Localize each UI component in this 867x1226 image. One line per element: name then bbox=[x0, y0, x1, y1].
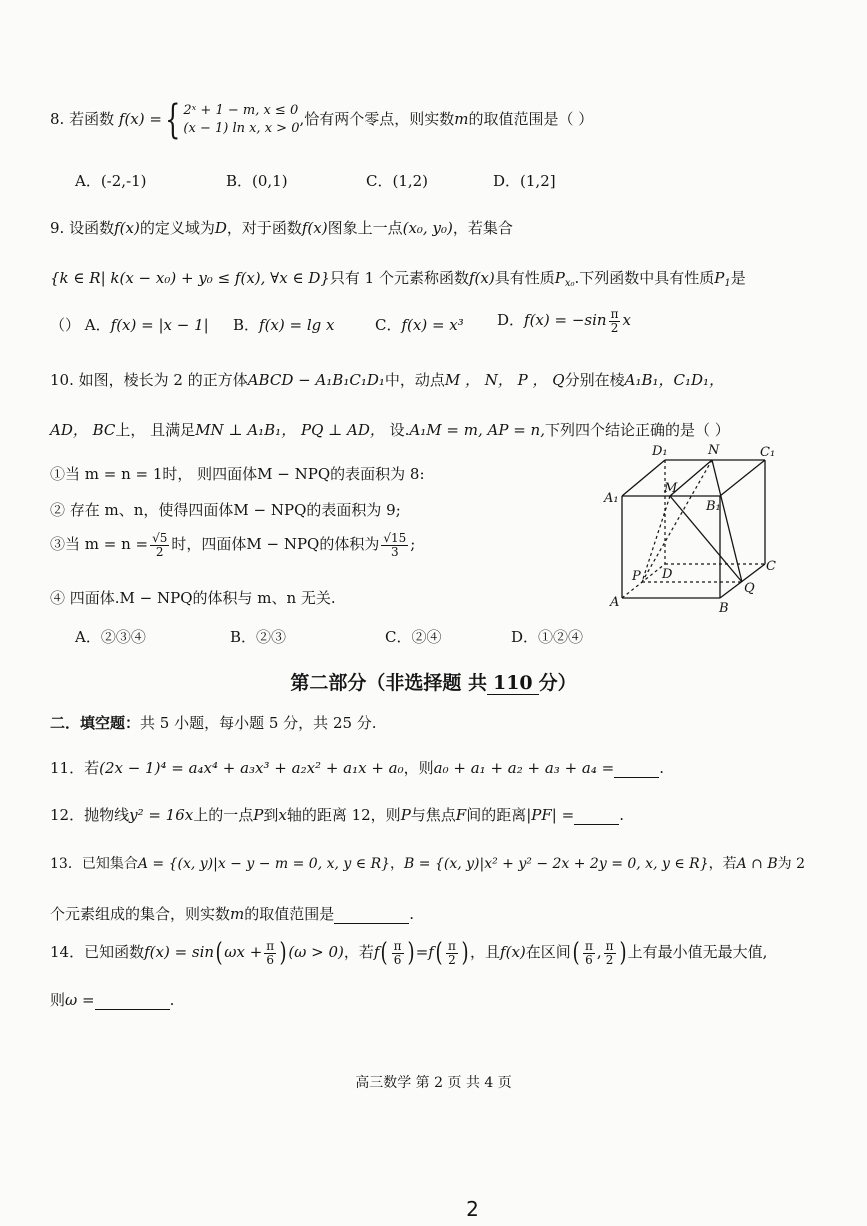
q12-text-a: 12．抛物线 bbox=[50, 806, 130, 824]
q10-s3-vol-frac bbox=[381, 532, 408, 558]
q14-paren-close: ) bbox=[279, 938, 287, 969]
q9-fx: f(x) bbox=[114, 219, 140, 237]
q9-option-c-label: C． bbox=[375, 316, 402, 334]
q10-edges-2: AD， BC bbox=[50, 421, 116, 439]
q14-text-f: 则 bbox=[50, 991, 66, 1009]
label-c: C bbox=[766, 559, 776, 574]
q14-text-e: 上有最小值无最大值, bbox=[627, 943, 768, 962]
edge-b-c bbox=[720, 564, 765, 598]
q11-number: 11．若 bbox=[50, 759, 100, 777]
q8-m: m bbox=[454, 110, 469, 128]
q8-option-a[interactable]: A．(-2,-1) bbox=[75, 172, 147, 190]
q14-pi-4: π bbox=[584, 939, 593, 953]
q10-cond2: PQ ⊥ AD， bbox=[300, 421, 385, 439]
q10-text-c: 分别在棱 bbox=[564, 371, 625, 389]
edge-a1-d1 bbox=[622, 460, 665, 496]
section-two-title bbox=[0, 668, 867, 695]
q13-m: m bbox=[230, 905, 245, 923]
q14-two-1: 2 bbox=[448, 952, 456, 967]
q9-option-d-label: D． bbox=[497, 311, 525, 330]
label-a: A bbox=[610, 595, 620, 610]
q13-line1 bbox=[50, 856, 805, 873]
q8-text-b: ,恰有两个零点，则实数 bbox=[299, 110, 455, 128]
q14-paren-4o: ( bbox=[572, 938, 580, 969]
q11-sum: a₀ + a₁ + a₂ + a₃ + a₄ = bbox=[433, 759, 615, 777]
q10-option-d[interactable]: D．①②④ bbox=[511, 628, 584, 646]
q14-paren-3c: ) bbox=[461, 938, 469, 969]
q9-text-g: 具有性质 bbox=[494, 269, 555, 287]
q13-text-b: ，若 bbox=[708, 856, 737, 872]
q13-end: . bbox=[409, 905, 415, 923]
q10-statement-1: ①当 m = n = 1时， 则四面体M − NPQ的表面积为 8: bbox=[50, 465, 425, 483]
q14-paren-open: ( bbox=[215, 938, 223, 969]
q13-text-c: 为 2 bbox=[777, 856, 805, 872]
label-n: N bbox=[708, 443, 720, 458]
q14-line1: 14．已知函数f(x) = sin( ωx + $\frac{\pi}{6}$ ) (ω > 0)，若f( $\frac{\pi}{6}$ ) =f( $\frac{\pi}{2}$ ) ，且f(x)在区间( $\frac{\pi}{6}$ , $\frac{\pi}{2}$ ) 上有最小值无最大值, bbox=[50, 938, 768, 969]
q9-text-f: 只有 1 个元素称函数 bbox=[329, 269, 469, 287]
q8-option-d[interactable]: D．(1,2] bbox=[493, 172, 556, 190]
q14-end: . bbox=[169, 991, 175, 1009]
q10-cube: ABCD − A₁B₁C₁D₁ bbox=[247, 371, 385, 389]
q13-line2 bbox=[50, 905, 414, 924]
q9-line2 bbox=[50, 269, 746, 290]
q14-paren-4c: ) bbox=[619, 938, 627, 969]
q8-option-b[interactable]: B．(0,1) bbox=[226, 172, 288, 190]
q10-text-e: 设. bbox=[389, 421, 410, 439]
q9-px0-letter: P bbox=[554, 269, 565, 287]
q14-omega: ωx + bbox=[224, 943, 263, 962]
q10-text-f: 下列四个结论正确的是（ ） bbox=[544, 421, 730, 439]
q13-answer-blank[interactable] bbox=[334, 905, 409, 924]
q10-cond1: MN ⊥ A₁B₁， bbox=[195, 421, 297, 439]
q14-six-3: 6 bbox=[585, 952, 593, 967]
q10-option-a[interactable]: A．②③④ bbox=[75, 628, 146, 646]
q8-brace: { bbox=[165, 97, 181, 143]
q13-intersection: A ∩ B bbox=[736, 856, 778, 872]
q14-omega-eq: ω = bbox=[65, 991, 95, 1009]
q14-frac-1 bbox=[264, 940, 276, 966]
q10-mn-def: A₁M = m, AP = n, bbox=[409, 421, 545, 439]
q14-text-b: ，若 bbox=[343, 943, 374, 962]
q10-s3-frac bbox=[150, 532, 169, 558]
q8-option-c[interactable]: C．(1,2) bbox=[366, 172, 429, 190]
label-p: P bbox=[632, 569, 641, 584]
q12-pf: |PF| = bbox=[526, 806, 575, 824]
q9-p1-letter: P bbox=[714, 269, 725, 287]
q9-option-b[interactable] bbox=[233, 316, 334, 334]
q9-option-a-expr: f(x) = |x − 1| bbox=[110, 316, 209, 334]
q13-set-b: B = {(x, y)|x² + y² − 2x + 2y = 0, x, y ∈ R} bbox=[404, 856, 709, 872]
q9-options bbox=[50, 316, 209, 334]
q10-edges: A₁B₁，C₁D₁， bbox=[624, 371, 725, 389]
section-score: 110 bbox=[487, 672, 539, 695]
q14-text-c: ，且 bbox=[470, 943, 501, 962]
q10-statement-4: ④ 四面体.M − NPQ的体积与 m、n 无关. bbox=[50, 589, 336, 607]
q9-set: {k ∈ R| k(x − x₀) + y₀ ≤ f(x), ∀x ∈ D} bbox=[50, 269, 330, 287]
q14-text-d: 在区间 bbox=[525, 943, 571, 962]
q8-text-c: 的取值范围是（ ） bbox=[468, 110, 594, 128]
q10-line2 bbox=[50, 421, 730, 439]
q14-frac-4 bbox=[583, 940, 595, 966]
q9-text-i: 是 bbox=[730, 269, 746, 287]
q14-cond: (ω > 0) bbox=[288, 943, 344, 962]
q14-six-1: 6 bbox=[266, 952, 275, 967]
q8-text-a: 若函数 bbox=[69, 110, 115, 128]
fill-in-label: 二．填空题： bbox=[50, 714, 141, 732]
q13-text-a: 13．已知集合 bbox=[50, 856, 138, 872]
q10-s3-text-a: ③当 m = n = bbox=[50, 535, 149, 554]
q11-answer-blank[interactable] bbox=[614, 759, 659, 778]
q12-text-c: 到 bbox=[263, 806, 279, 824]
q10-text-b: 中，动点 bbox=[384, 371, 445, 389]
q9-option-d-frac bbox=[609, 308, 621, 334]
q12-text-f: 间的距离 bbox=[466, 806, 527, 824]
q14-pi-2: π bbox=[393, 939, 402, 953]
page-footer: 高三数学 第 2 页 共 4 页 bbox=[355, 1075, 512, 1091]
q13-text-d: 个元素组成的集合，则实数 bbox=[50, 905, 231, 923]
q14-fx: f(x) = sin bbox=[144, 943, 215, 962]
q14-pi-1: π bbox=[266, 939, 275, 953]
q14-pi-5: π bbox=[605, 939, 614, 953]
q9-option-a[interactable] bbox=[85, 316, 209, 334]
q12-f: F bbox=[455, 806, 467, 824]
label-m: M bbox=[664, 481, 678, 496]
q9-domain: D bbox=[214, 219, 227, 237]
section-title-a: 第二部分（非选择题 共 bbox=[290, 672, 487, 694]
label-c1: C₁ bbox=[760, 445, 776, 460]
q10-s3-text-b: 时，四面体M − NPQ的体积为 bbox=[171, 535, 380, 554]
q9-fx-2: f(x) bbox=[301, 219, 328, 237]
fill-in-text: 共 5 小题，每小题 5 分，共 25 分. bbox=[140, 714, 377, 732]
q11-expr: (2x − 1)⁴ = a₄x⁴ + a₃x³ + a₂x² + a₁x + a₀ bbox=[99, 759, 404, 777]
q9-text-b: 的定义域为 bbox=[139, 219, 215, 237]
q14-frac-5 bbox=[604, 940, 616, 966]
q9-option-b-expr: f(x) = lg x bbox=[259, 316, 335, 334]
q10-points: M ， N， P ， Q bbox=[444, 371, 565, 389]
q10-text-d: 上， 且满足 bbox=[115, 421, 196, 439]
q9-option-d-num: π bbox=[610, 307, 619, 321]
q10-line1 bbox=[50, 371, 724, 389]
q9-text-d: 图象上一点 bbox=[327, 219, 403, 237]
q10-option-b[interactable]: B．②③ bbox=[230, 628, 287, 646]
fill-in-heading bbox=[50, 714, 377, 732]
label-b1: B₁ bbox=[706, 499, 721, 514]
q14-f-1: f bbox=[373, 943, 380, 962]
q9-option-a-label: A． bbox=[84, 316, 111, 334]
q10-s3-text-c: ; bbox=[410, 535, 416, 554]
q12-text-d: 轴的距离 12，则 bbox=[286, 806, 401, 824]
q8-line bbox=[50, 97, 594, 143]
q9-option-c[interactable] bbox=[375, 316, 464, 334]
q9-text-c: ，对于函数 bbox=[226, 219, 302, 237]
page-number: 2 bbox=[466, 1197, 479, 1221]
q11-line bbox=[50, 759, 664, 778]
q9-fx-3: f(x) bbox=[468, 269, 495, 287]
label-a1: A₁ bbox=[604, 491, 619, 506]
q10-s3-vnum: √15 bbox=[383, 531, 407, 545]
q14-two-2: 2 bbox=[605, 952, 614, 967]
q12-p: P bbox=[253, 806, 264, 824]
q12-p-2: P bbox=[400, 806, 411, 824]
q9-option-d-post: x bbox=[622, 311, 631, 330]
q8-case2: (x − 1) ln x, x > 0 bbox=[183, 121, 300, 136]
q14-frac-2 bbox=[392, 940, 404, 966]
q9-point: (x₀, y₀) bbox=[402, 219, 453, 237]
q12-end: . bbox=[619, 806, 624, 824]
q10-s3-den: 2 bbox=[155, 544, 164, 559]
q9-option-b-label: B． bbox=[233, 316, 260, 334]
q10-s3-num: √5 bbox=[152, 531, 168, 545]
q14-paren-2o: ( bbox=[381, 938, 389, 969]
q14-six-2: 6 bbox=[393, 952, 402, 967]
q13-text-e: 的取值范围是 bbox=[244, 905, 335, 923]
q12-text-b: 上的一点 bbox=[193, 806, 254, 824]
q9-paren: （） bbox=[50, 316, 81, 334]
q10-option-c[interactable]: C．②④ bbox=[385, 628, 442, 646]
q12-x: x bbox=[278, 806, 287, 824]
q14-paren-3o: ( bbox=[435, 938, 443, 969]
q9-option-d[interactable] bbox=[497, 308, 631, 334]
q13-sep: ， bbox=[390, 856, 405, 872]
q14-answer-blank[interactable] bbox=[95, 991, 170, 1010]
q14-text-a: 14．已知函数 bbox=[50, 943, 145, 962]
label-b: B bbox=[719, 601, 729, 615]
q9-option-d-den: 2 bbox=[610, 320, 619, 335]
q12-text-e: 与焦点 bbox=[410, 806, 456, 824]
q10-s3-vden: 3 bbox=[391, 544, 399, 559]
label-d: D bbox=[662, 567, 673, 582]
q9-option-c-expr: f(x) = x³ bbox=[401, 316, 464, 334]
q8-fx: f(x) = bbox=[118, 110, 162, 128]
q14-f-2: f bbox=[428, 943, 434, 962]
q14-frac-3 bbox=[446, 940, 458, 966]
label-q: Q bbox=[744, 581, 755, 596]
q12-eq: y² = 16x bbox=[129, 806, 194, 824]
edge-b1-c1 bbox=[720, 460, 765, 496]
q11-text: ，则 bbox=[403, 759, 434, 777]
q14-paren-2c: ) bbox=[407, 938, 415, 969]
q10-statement-2: ② 存在 m、n，使得四面体M − NPQ的表面积为 9; bbox=[50, 501, 401, 519]
section-title-b: 分） bbox=[538, 672, 577, 694]
q9-text-h: .下列函数中具有性质 bbox=[574, 269, 715, 287]
label-d1: D₁ bbox=[652, 444, 668, 459]
q14-fx-2: f(x) bbox=[500, 943, 526, 962]
q11-end: . bbox=[659, 759, 664, 777]
q9-property-p1: $P_1$ bbox=[714, 269, 731, 289]
q10-text-a: 10. 如图，棱长为 2 的正方体 bbox=[50, 371, 248, 389]
q9-option-d-expr: f(x) = −sin bbox=[524, 311, 607, 330]
q8-case1: 2ˣ + 1 − m, x ≤ 0 bbox=[183, 103, 299, 119]
q14-line2 bbox=[50, 991, 174, 1010]
q10-statement-3 bbox=[50, 532, 415, 558]
q9-property-px0: $P_{x_0}$ bbox=[554, 269, 575, 289]
q12-line bbox=[50, 806, 624, 825]
q8-number: 8. bbox=[50, 110, 65, 128]
q12-answer-blank[interactable] bbox=[574, 806, 619, 825]
q13-set-a: A = {(x, y)|x − y − m = 0, x, y ∈ R} bbox=[137, 856, 391, 872]
q10-cube-figure bbox=[600, 440, 790, 615]
q9-text-e: ，若集合 bbox=[452, 219, 513, 237]
edge-a-d bbox=[622, 564, 665, 598]
q9-text-a: 9. 设函数 bbox=[50, 219, 115, 237]
q9-line1 bbox=[50, 219, 513, 237]
q14-pi-3: π bbox=[447, 939, 456, 953]
q8-cases bbox=[183, 102, 299, 137]
